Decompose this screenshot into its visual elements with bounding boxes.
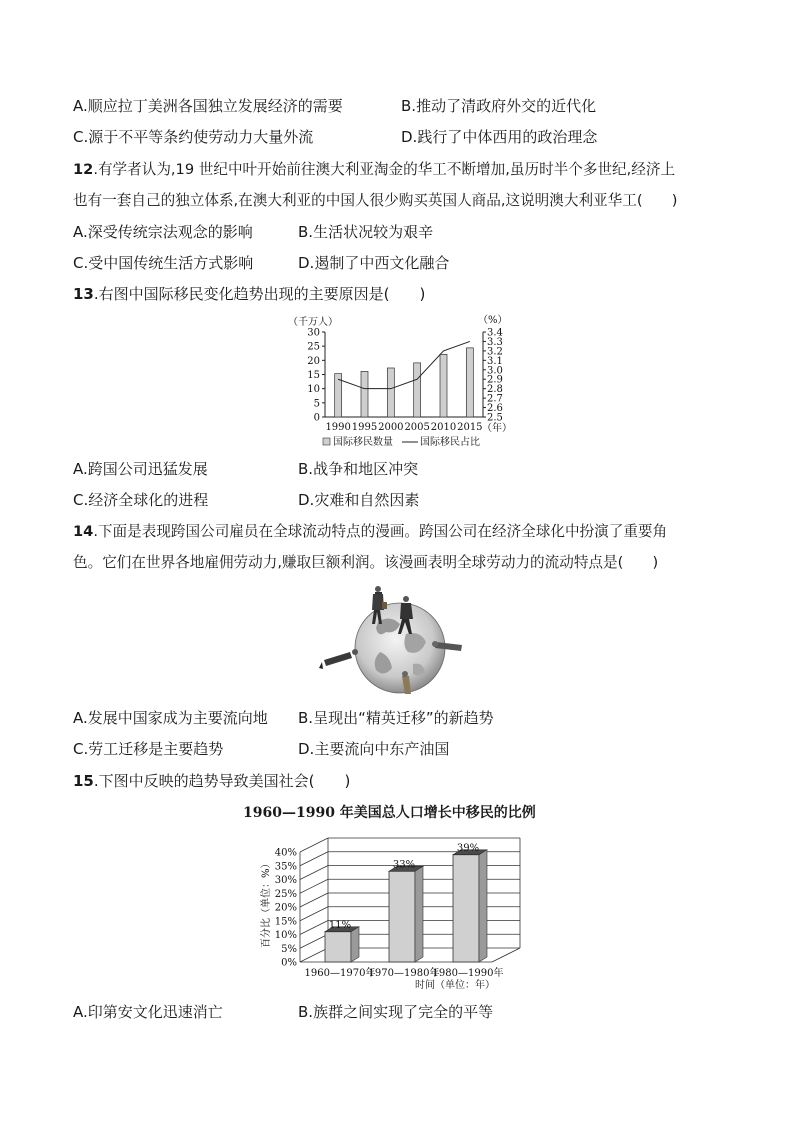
y-tick-label: 5% [281,943,297,955]
grid-side-line [300,866,328,880]
q15-stem: 15.下图中反映的趋势导致美国社会( ) [73,772,351,790]
x-tick-label: 1970—1980年 [368,968,440,979]
q12-stem-line2: 也有一套自己的独立体系,在澳大利亚的中国人很少购买英国人商品,这说明澳大利亚华工( ) [73,192,678,209]
q11-option-b: B.推动了清政府外交的近代化 [401,97,597,115]
right-tick-label: 3.3 [487,336,503,348]
q15-option-b: B.族群之间实现了完全的平等 [298,1003,494,1021]
bar-series [335,348,474,417]
x-axis-ticks [325,422,482,433]
globe-cartoon-image [318,582,468,697]
x-tick-label: 1960—1970年 [304,968,376,979]
y-axis-label: 百分比（单位：%） [261,858,272,948]
y-tick-label: 0% [281,957,297,969]
bar-data-label: 33% [392,859,416,871]
right-tick-label: 3.1 [487,355,503,367]
businessman-figure-left [319,649,358,669]
left-tick-label: 25 [307,341,320,353]
migrant-count-bar [387,368,394,417]
x-tick-label: 1990 [325,422,351,433]
x-axis-label: 时间（单位：年） [415,980,495,991]
migrant-count-bar [361,371,368,417]
grid-side-line [300,907,328,921]
q14-option-c: C.劳工迁移是主要趋势 [73,740,224,758]
y-tick-label: 35% [274,861,297,873]
left-tick-label: 15 [307,370,320,381]
q12-number: 12 [73,161,94,178]
immigration-bar-side [479,850,487,962]
immigration-bar-front [389,871,415,962]
floor-right [492,948,520,962]
chart2-title: 1960—1990 年美国总人口增长中移民的比例 [243,805,536,821]
y-tick-label: 15% [274,916,297,928]
immigration-share-chart [255,826,540,996]
left-tick-label: 0 [313,412,320,424]
right-tick-label: 2.8 [487,384,503,396]
immigration-bar-front [453,855,479,962]
q15-option-a: A.印第安文化迅速消亡 [73,1003,223,1021]
immigration-bar-side [351,927,359,962]
q12-stem-line1: 12.有学者认为,19 世纪中叶开始前往澳大利亚淘金的华工不断增加,虽历时半个多世纪,经济上 [73,161,676,178]
q14-stem-line1: 14.下面是表现跨国公司雇员在全球流动特点的漫画。跨国公司在经济全球化中扮演了重要角 [73,523,668,540]
grid-side-line [300,852,328,866]
q13-option-b: B.战争和地区冲突 [298,460,419,478]
right-tick-label: 3.4 [487,327,503,339]
left-axis-ticks [307,328,325,424]
immigration-bar-side [415,866,423,962]
bar-data-label: 11% [328,919,352,931]
migrant-count-bar [466,348,473,417]
q13-option-a: A.跨国公司迅猛发展 [73,460,208,478]
migrant-count-bar [414,363,421,417]
left-tick-label: 10 [307,384,320,396]
q14-number: 14 [73,523,94,540]
y-tick-label: 20% [274,902,297,914]
grid-side-line [300,948,328,962]
q12-option-b: B.生活状况较为艰辛 [298,223,434,241]
x-tick-label: 2015 [457,422,483,433]
x-axis-unit: （年） [482,423,512,434]
y-tick-label: 10% [274,930,297,941]
x-tick-label: 1980—1990年 [432,968,504,979]
right-tick-label: 2.9 [487,374,503,386]
left-axis-unit: （千万人） [288,317,338,328]
grid-side-line [300,893,328,907]
legend-bar-swatch [323,438,330,445]
right-tick-label: 2.7 [487,393,503,405]
q13-stem: 13.右图中国际移民变化趋势出现的主要原因是( ) [73,285,426,303]
immigration-bar-front [325,932,351,962]
globe-icon [355,603,445,693]
migration-chart [280,310,520,455]
y-tick-label: 30% [274,875,297,886]
x-tick-label: 2005 [404,422,430,433]
y-tick-label: 25% [274,888,297,900]
q15-number: 15 [73,772,94,790]
grid-side-line [300,921,328,935]
x-axis-ticks [305,966,504,979]
q11-option-c: C.源于不平等条约使劳动力大量外流 [73,128,314,146]
q14-stem-line2: 色。它们在世界各地雇佣劳动力,赚取巨额利润。该漫画表明全球劳动力的流动特点是( ) [73,554,659,571]
q13-number: 13 [73,285,94,303]
q13-option-d: D.灾难和自然因素 [298,491,420,509]
right-tick-label: 2.5 [487,412,503,424]
right-tick-label: 3.0 [487,365,503,377]
grid-side-line [300,838,328,852]
legend-line-label: 国际移民占比 [420,437,480,448]
q12-option-d: D.遏制了中西文化融合 [298,254,450,272]
x-tick-label: 1995 [351,422,378,433]
x-tick-label: 2010 [430,422,457,433]
q14-option-b: B.呈现出“精英迁移”的新趋势 [298,709,494,727]
bar-data-label: 39% [456,842,480,854]
legend-bar-label: 国际移民数量 [333,437,393,448]
right-axis-unit: （%） [478,315,508,326]
x-tick-label: 2000 [378,422,404,433]
q11-option-d: D.践行了中体西用的政治理念 [401,128,598,146]
grid-side-line [300,934,328,948]
q14-option-a: A.发展中国家成为主要流向地 [73,709,268,727]
q11-option-a: A.顺应拉丁美洲各国独立发展经济的需要 [73,97,343,115]
left-tick-label: 30 [307,327,320,339]
right-tick-label: 2.6 [487,403,503,415]
y-axis-ticks [275,848,297,969]
q13-option-c: C.经济全球化的进程 [73,491,209,509]
right-axis-ticks [483,328,503,424]
q12-option-a: A.深受传统宗法观念的影响 [73,223,253,241]
share-line [338,341,470,388]
left-tick-label: 5 [313,398,320,410]
migrant-count-bar [440,354,447,417]
right-tick-label: 3.2 [487,346,503,358]
y-tick-label: 40% [274,847,297,859]
q12-option-c: C.受中国传统生活方式影响 [73,254,254,272]
left-tick-label: 20 [307,355,320,367]
grid-side-line [300,879,328,893]
q14-option-d: D.主要流向中东产油国 [298,740,450,758]
